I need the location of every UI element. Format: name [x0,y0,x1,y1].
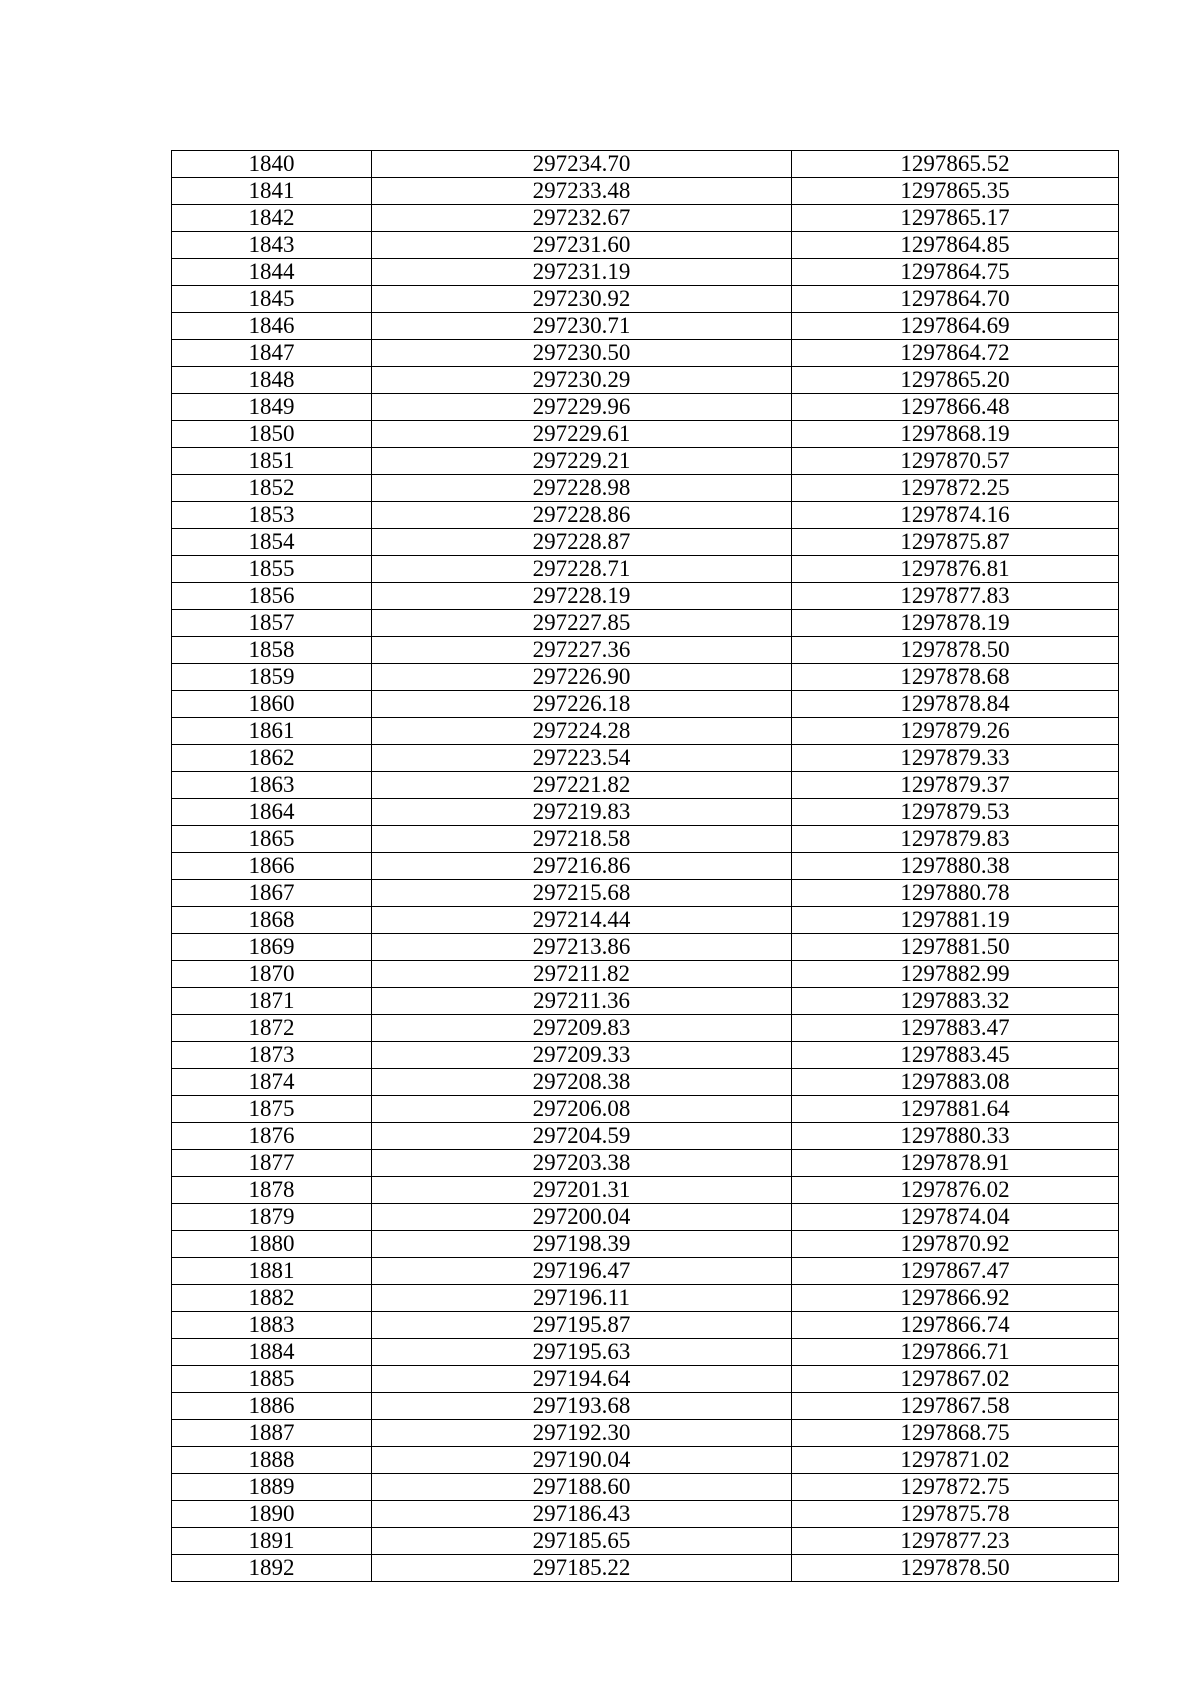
y-coordinate-cell: 1297872.25 [792,475,1119,502]
table-row [172,718,1119,745]
table-row [172,799,1119,826]
table-row [172,664,1119,691]
table-row [172,259,1119,286]
table-row [172,934,1119,961]
table-row [172,286,1119,313]
y-coordinate-cell: 1297876.02 [792,1177,1119,1204]
point-number-cell: 1859 [172,664,372,691]
table-row [172,1474,1119,1501]
x-coordinate-cell: 297228.71 [372,556,792,583]
y-coordinate-cell: 1297864.70 [792,286,1119,313]
point-number-cell: 1892 [172,1555,372,1582]
x-coordinate-cell: 297203.38 [372,1150,792,1177]
point-number-cell: 1888 [172,1447,372,1474]
table-row [172,502,1119,529]
table-row [172,1555,1119,1582]
y-coordinate-cell: 1297883.08 [792,1069,1119,1096]
x-coordinate-cell: 297209.83 [372,1015,792,1042]
table-row [172,475,1119,502]
y-coordinate-cell: 1297876.81 [792,556,1119,583]
x-coordinate-cell: 297229.96 [372,394,792,421]
y-coordinate-cell: 1297870.57 [792,448,1119,475]
x-coordinate-cell: 297204.59 [372,1123,792,1150]
y-coordinate-cell: 1297883.32 [792,988,1119,1015]
y-coordinate-cell: 1297879.83 [792,826,1119,853]
point-number-cell: 1851 [172,448,372,475]
y-coordinate-cell: 1297870.92 [792,1231,1119,1258]
y-coordinate-cell: 1297883.47 [792,1015,1119,1042]
x-coordinate-cell: 297190.04 [372,1447,792,1474]
table-row [172,1204,1119,1231]
y-coordinate-cell: 1297878.50 [792,1555,1119,1582]
table-row [172,1042,1119,1069]
x-coordinate-cell: 297206.08 [372,1096,792,1123]
x-coordinate-cell: 297229.21 [372,448,792,475]
table-row [172,421,1119,448]
point-number-cell: 1857 [172,610,372,637]
y-coordinate-cell: 1297867.02 [792,1366,1119,1393]
y-coordinate-cell: 1297864.69 [792,313,1119,340]
y-coordinate-cell: 1297871.02 [792,1447,1119,1474]
point-number-cell: 1866 [172,853,372,880]
y-coordinate-cell: 1297865.52 [792,151,1119,178]
point-number-cell: 1856 [172,583,372,610]
table-row [172,1069,1119,1096]
point-number-cell: 1873 [172,1042,372,1069]
x-coordinate-cell: 297231.19 [372,259,792,286]
point-number-cell: 1877 [172,1150,372,1177]
x-coordinate-cell: 297211.82 [372,961,792,988]
table-row [172,1123,1119,1150]
point-number-cell: 1847 [172,340,372,367]
x-coordinate-cell: 297200.04 [372,1204,792,1231]
x-coordinate-cell: 297230.29 [372,367,792,394]
point-number-cell: 1890 [172,1501,372,1528]
point-number-cell: 1842 [172,205,372,232]
point-number-cell: 1884 [172,1339,372,1366]
point-number-cell: 1875 [172,1096,372,1123]
x-coordinate-cell: 297208.38 [372,1069,792,1096]
point-number-cell: 1878 [172,1177,372,1204]
x-coordinate-cell: 297196.47 [372,1258,792,1285]
y-coordinate-cell: 1297865.17 [792,205,1119,232]
table-row [172,1231,1119,1258]
x-coordinate-cell: 297185.22 [372,1555,792,1582]
x-coordinate-cell: 297188.60 [372,1474,792,1501]
point-number-cell: 1867 [172,880,372,907]
y-coordinate-cell: 1297864.75 [792,259,1119,286]
point-number-cell: 1860 [172,691,372,718]
y-coordinate-cell: 1297882.99 [792,961,1119,988]
point-number-cell: 1853 [172,502,372,529]
table-row [172,1501,1119,1528]
point-number-cell: 1882 [172,1285,372,1312]
y-coordinate-cell: 1297867.47 [792,1258,1119,1285]
x-coordinate-cell: 297209.33 [372,1042,792,1069]
x-coordinate-cell: 297227.85 [372,610,792,637]
point-number-cell: 1865 [172,826,372,853]
x-coordinate-cell: 297229.61 [372,421,792,448]
y-coordinate-cell: 1297868.75 [792,1420,1119,1447]
point-number-cell: 1869 [172,934,372,961]
y-coordinate-cell: 1297880.38 [792,853,1119,880]
y-coordinate-cell: 1297879.26 [792,718,1119,745]
table-row [172,1528,1119,1555]
point-number-cell: 1868 [172,907,372,934]
table-row [172,178,1119,205]
x-coordinate-cell: 297226.90 [372,664,792,691]
y-coordinate-cell: 1297866.74 [792,1312,1119,1339]
point-number-cell: 1840 [172,151,372,178]
table-row [172,1447,1119,1474]
point-number-cell: 1870 [172,961,372,988]
point-number-cell: 1848 [172,367,372,394]
y-coordinate-cell: 1297864.85 [792,232,1119,259]
x-coordinate-cell: 297228.98 [372,475,792,502]
table-row [172,313,1119,340]
x-coordinate-cell: 297213.86 [372,934,792,961]
x-coordinate-cell: 297230.50 [372,340,792,367]
coordinate-table-body [172,151,1119,1582]
point-number-cell: 1871 [172,988,372,1015]
table-row [172,205,1119,232]
x-coordinate-cell: 297219.83 [372,799,792,826]
x-coordinate-cell: 297228.86 [372,502,792,529]
table-row [172,1366,1119,1393]
table-row [172,1312,1119,1339]
y-coordinate-cell: 1297878.84 [792,691,1119,718]
y-coordinate-cell: 1297880.33 [792,1123,1119,1150]
x-coordinate-cell: 297233.48 [372,178,792,205]
point-number-cell: 1889 [172,1474,372,1501]
y-coordinate-cell: 1297872.75 [792,1474,1119,1501]
point-number-cell: 1879 [172,1204,372,1231]
table-row [172,556,1119,583]
y-coordinate-cell: 1297874.04 [792,1204,1119,1231]
y-coordinate-cell: 1297879.53 [792,799,1119,826]
y-coordinate-cell: 1297864.72 [792,340,1119,367]
table-row [172,583,1119,610]
x-coordinate-cell: 297232.67 [372,205,792,232]
table-row [172,1177,1119,1204]
x-coordinate-cell: 297218.58 [372,826,792,853]
table-row [172,1258,1119,1285]
x-coordinate-cell: 297216.86 [372,853,792,880]
table-row [172,988,1119,1015]
point-number-cell: 1886 [172,1393,372,1420]
y-coordinate-cell: 1297875.78 [792,1501,1119,1528]
point-number-cell: 1846 [172,313,372,340]
y-coordinate-cell: 1297878.19 [792,610,1119,637]
y-coordinate-cell: 1297881.64 [792,1096,1119,1123]
table-row [172,745,1119,772]
y-coordinate-cell: 1297875.87 [792,529,1119,556]
point-number-cell: 1863 [172,772,372,799]
y-coordinate-cell: 1297877.23 [792,1528,1119,1555]
x-coordinate-cell: 297223.54 [372,745,792,772]
x-coordinate-cell: 297214.44 [372,907,792,934]
table-row [172,691,1119,718]
y-coordinate-cell: 1297866.92 [792,1285,1119,1312]
y-coordinate-cell: 1297865.20 [792,367,1119,394]
y-coordinate-cell: 1297878.91 [792,1150,1119,1177]
y-coordinate-cell: 1297879.33 [792,745,1119,772]
x-coordinate-cell: 297234.70 [372,151,792,178]
x-coordinate-cell: 297194.64 [372,1366,792,1393]
table-row [172,826,1119,853]
table-row [172,637,1119,664]
point-number-cell: 1844 [172,259,372,286]
x-coordinate-cell: 297186.43 [372,1501,792,1528]
x-coordinate-cell: 297224.28 [372,718,792,745]
x-coordinate-cell: 297193.68 [372,1393,792,1420]
coordinate-table [171,150,1119,1582]
x-coordinate-cell: 297230.71 [372,313,792,340]
point-number-cell: 1874 [172,1069,372,1096]
point-number-cell: 1845 [172,286,372,313]
table-row [172,1339,1119,1366]
point-number-cell: 1872 [172,1015,372,1042]
x-coordinate-cell: 297192.30 [372,1420,792,1447]
table-row [172,1285,1119,1312]
y-coordinate-cell: 1297867.58 [792,1393,1119,1420]
x-coordinate-cell: 297221.82 [372,772,792,799]
point-number-cell: 1850 [172,421,372,448]
point-number-cell: 1887 [172,1420,372,1447]
y-coordinate-cell: 1297866.48 [792,394,1119,421]
y-coordinate-cell: 1297879.37 [792,772,1119,799]
table-row [172,907,1119,934]
table-row [172,1393,1119,1420]
x-coordinate-cell: 297185.65 [372,1528,792,1555]
table-row [172,853,1119,880]
y-coordinate-cell: 1297878.68 [792,664,1119,691]
point-number-cell: 1855 [172,556,372,583]
point-number-cell: 1858 [172,637,372,664]
table-row [172,529,1119,556]
point-number-cell: 1891 [172,1528,372,1555]
x-coordinate-cell: 297211.36 [372,988,792,1015]
point-number-cell: 1885 [172,1366,372,1393]
point-number-cell: 1881 [172,1258,372,1285]
y-coordinate-cell: 1297865.35 [792,178,1119,205]
table-row [172,151,1119,178]
table-row [172,1015,1119,1042]
point-number-cell: 1883 [172,1312,372,1339]
point-number-cell: 1880 [172,1231,372,1258]
y-coordinate-cell: 1297878.50 [792,637,1119,664]
point-number-cell: 1864 [172,799,372,826]
x-coordinate-cell: 297230.92 [372,286,792,313]
table-row [172,232,1119,259]
y-coordinate-cell: 1297881.50 [792,934,1119,961]
table-row [172,880,1119,907]
x-coordinate-cell: 297227.36 [372,637,792,664]
table-row [172,772,1119,799]
y-coordinate-cell: 1297868.19 [792,421,1119,448]
y-coordinate-cell: 1297881.19 [792,907,1119,934]
table-row [172,394,1119,421]
x-coordinate-cell: 297195.63 [372,1339,792,1366]
table-row [172,367,1119,394]
x-coordinate-cell: 297226.18 [372,691,792,718]
table-row [172,1096,1119,1123]
y-coordinate-cell: 1297880.78 [792,880,1119,907]
y-coordinate-cell: 1297877.83 [792,583,1119,610]
x-coordinate-cell: 297228.87 [372,529,792,556]
table-row [172,1150,1119,1177]
point-number-cell: 1854 [172,529,372,556]
point-number-cell: 1852 [172,475,372,502]
y-coordinate-cell: 1297874.16 [792,502,1119,529]
x-coordinate-cell: 297196.11 [372,1285,792,1312]
x-coordinate-cell: 297228.19 [372,583,792,610]
x-coordinate-cell: 297198.39 [372,1231,792,1258]
x-coordinate-cell: 297195.87 [372,1312,792,1339]
table-row [172,1420,1119,1447]
x-coordinate-cell: 297215.68 [372,880,792,907]
table-row [172,961,1119,988]
x-coordinate-cell: 297231.60 [372,232,792,259]
point-number-cell: 1876 [172,1123,372,1150]
point-number-cell: 1843 [172,232,372,259]
x-coordinate-cell: 297201.31 [372,1177,792,1204]
y-coordinate-cell: 1297883.45 [792,1042,1119,1069]
table-row [172,340,1119,367]
point-number-cell: 1862 [172,745,372,772]
table-row [172,448,1119,475]
point-number-cell: 1861 [172,718,372,745]
point-number-cell: 1849 [172,394,372,421]
point-number-cell: 1841 [172,178,372,205]
table-row [172,610,1119,637]
y-coordinate-cell: 1297866.71 [792,1339,1119,1366]
